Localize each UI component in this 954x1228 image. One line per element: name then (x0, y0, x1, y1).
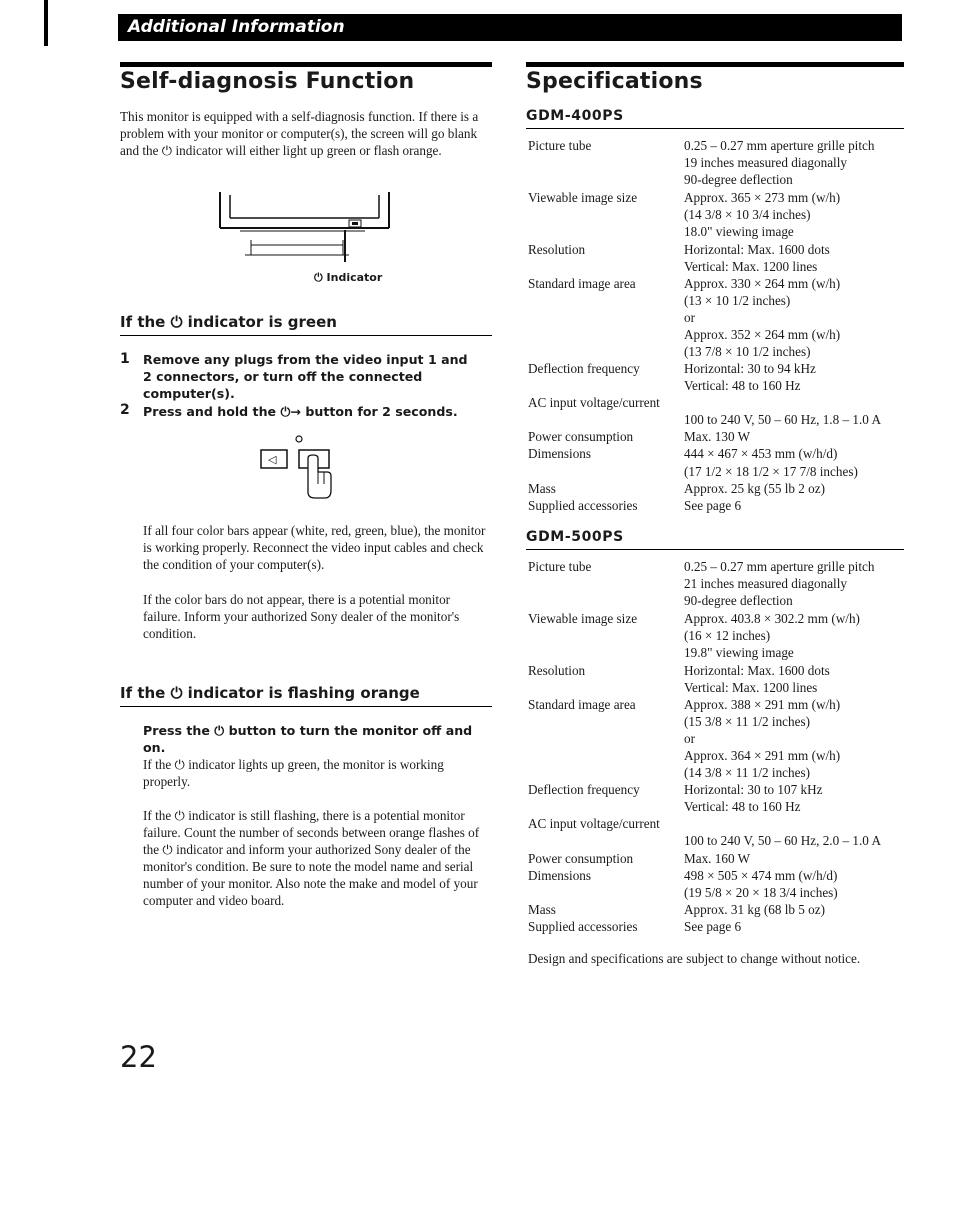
spec-value: 0.25 – 0.27 mm aperture grille pitch (684, 559, 875, 574)
spec-value: 100 to 240 V, 50 – 60 Hz, 2.0 – 1.0 A (684, 833, 881, 848)
spec-label: Picture tube (528, 138, 592, 153)
spec-label: Mass (528, 902, 556, 917)
monitor-illustration (215, 190, 395, 270)
page-title: Self-diagnosis Function (120, 69, 415, 94)
indicator-caption: ⏻ Indicator (314, 271, 383, 284)
spec-value: 444 × 467 × 453 mm (w/h/d) (684, 446, 838, 461)
orange-para-2: If the ⏻ indicator is still flashing, there is a potential monitor failure. Count the number of seconds between orange flashes of the ⏻ indicator and inform your authorized Sony dealer of the monitor's condition. Be sure to note the model name and serial number of your monitor. Also note the make and model of your computer and video board. (143, 808, 480, 908)
intro-paragraph: This monitor is equipped with a self-diagnosis function. If there is a problem with your monitor or computer(s), the screen will go blank and the ⏻ indicator will either light up green or flash orange. (120, 109, 479, 158)
spec-label: Viewable image size (528, 611, 638, 626)
spec-value: Approx. 330 × 264 mm (w/h) (684, 276, 841, 291)
spec-value: (17 1/2 × 18 1/2 × 17 7/8 inches) (684, 464, 858, 479)
spec-value: See page 6 (684, 498, 742, 513)
spec-value: Horizontal: 30 to 94 kHz (684, 361, 816, 376)
spec-value: (13 × 10 1/2 inches) (684, 293, 791, 308)
spec-label: AC input voltage/current (528, 395, 660, 410)
spec-value: Approx. 25 kg (55 lb 2 oz) (684, 481, 826, 496)
step-2-number: 2 (120, 402, 130, 418)
spec-value: Max. 130 W (684, 429, 751, 444)
spec-value: 0.25 – 0.27 mm aperture grille pitch (684, 138, 875, 153)
spec-value: (13 7/8 × 10 1/2 inches) (684, 344, 811, 359)
spec-value: 21 inches measured diagonally (684, 576, 847, 591)
spec-value: 18.0" viewing image (684, 224, 794, 239)
spec-value: Approx. 403.8 × 302.2 mm (w/h) (684, 611, 860, 626)
spec-value: Horizontal: Max. 1600 dots (684, 242, 830, 257)
title-rule (120, 62, 492, 67)
model-1-rule (526, 128, 904, 129)
model-2-rule (526, 549, 904, 550)
specs-title: Specifications (526, 69, 703, 94)
orange-para-1: If the ⏻ indicator lights up green, the monitor is working properly. (143, 757, 444, 789)
spec-value: Vertical: 48 to 160 Hz (684, 799, 801, 814)
spec-value: or (684, 310, 695, 325)
specs-note: Design and specifications are subject to change without notice. (528, 951, 861, 966)
orange-rule (120, 706, 492, 707)
spec-value: 19.8" viewing image (684, 645, 794, 660)
section-header-band (118, 14, 902, 41)
spec-value: (14 3/8 × 10 3/4 inches) (684, 207, 811, 222)
spec-label: Supplied accessories (528, 919, 638, 934)
orange-heading: If the ⏻ indicator is flashing orange (120, 684, 420, 702)
margin-bar (44, 0, 48, 46)
spec-label: Resolution (528, 242, 586, 257)
model-1-name: GDM-400PS (526, 108, 624, 124)
spec-label: Deflection frequency (528, 782, 640, 797)
page-number: 22 (120, 1040, 157, 1074)
svg-text:◁: ◁ (268, 453, 277, 466)
spec-label: Dimensions (528, 868, 592, 883)
spec-label: Standard image area (528, 697, 636, 712)
spec-label: Viewable image size (528, 190, 638, 205)
spec-label: Supplied accessories (528, 498, 638, 513)
model-2-name: GDM-500PS (526, 529, 624, 545)
spec-value: Horizontal: Max. 1600 dots (684, 663, 830, 678)
spec-value: 100 to 240 V, 50 – 60 Hz, 1.8 – 1.0 A (684, 412, 881, 427)
specs-title-rule (526, 62, 904, 67)
spec-value: or (684, 731, 695, 746)
spec-value: 90-degree deflection (684, 593, 793, 608)
spec-value: Approx. 365 × 273 mm (w/h) (684, 190, 841, 205)
spec-value: Max. 160 W (684, 851, 751, 866)
spec-label: Mass (528, 481, 556, 496)
green-para-2: If the color bars do not appear, there is a potential monitor failure. Inform your authorized Sony dealer of the monitor's condition. (143, 592, 460, 641)
spec-value: Approx. 352 × 264 mm (w/h) (684, 327, 841, 342)
spec-value: Vertical: Max. 1200 lines (684, 259, 818, 274)
spec-value: Horizontal: 30 to 107 kHz (684, 782, 823, 797)
spec-label: Standard image area (528, 276, 636, 291)
spec-value: 498 × 505 × 474 mm (w/h/d) (684, 868, 838, 883)
spec-label: Resolution (528, 663, 586, 678)
spec-value: Approx. 388 × 291 mm (w/h) (684, 697, 841, 712)
green-para-1: If all four color bars appear (white, red, green, blue), the monitor is working properly. Reconnect the video input cables and check the condition of your computer(s). (143, 523, 486, 572)
spec-label: Power consumption (528, 851, 634, 866)
spec-value: Vertical: Max. 1200 lines (684, 680, 818, 695)
spec-label: AC input voltage/current (528, 816, 660, 831)
spec-value: 90-degree deflection (684, 172, 793, 187)
spec-value: (15 3/8 × 11 1/2 inches) (684, 714, 810, 729)
button-press-illustration (255, 432, 345, 500)
spec-value: (19 5/8 × 20 × 18 3/4 inches) (684, 885, 838, 900)
spec-label: Deflection frequency (528, 361, 640, 376)
section-title: Additional Information (128, 17, 345, 37)
spec-value: 19 inches measured diagonally (684, 155, 847, 170)
step-1-number: 1 (120, 351, 130, 367)
green-rule (120, 335, 492, 336)
spec-value: (16 × 12 inches) (684, 628, 771, 643)
spec-value: Approx. 31 kg (68 lb 5 oz) (684, 902, 826, 917)
orange-instruction: Press the ⏻ button to turn the monitor off and on. (143, 723, 473, 755)
spec-value: Vertical: 48 to 160 Hz (684, 378, 801, 393)
spec-value: See page 6 (684, 919, 742, 934)
spec-value: (14 3/8 × 11 1/2 inches) (684, 765, 810, 780)
green-heading: If the ⏻ indicator is green (120, 313, 337, 331)
step-2-text: Press and hold the ⏻→ button for 2 seconds. (143, 404, 458, 419)
spec-label: Power consumption (528, 429, 634, 444)
spec-label: Dimensions (528, 446, 592, 461)
spec-label: Picture tube (528, 559, 592, 574)
spec-value: Approx. 364 × 291 mm (w/h) (684, 748, 841, 763)
step-1-text: Remove any plugs from the video input 1 and 2 connectors, or turn off the connected computer(s). (143, 352, 468, 401)
